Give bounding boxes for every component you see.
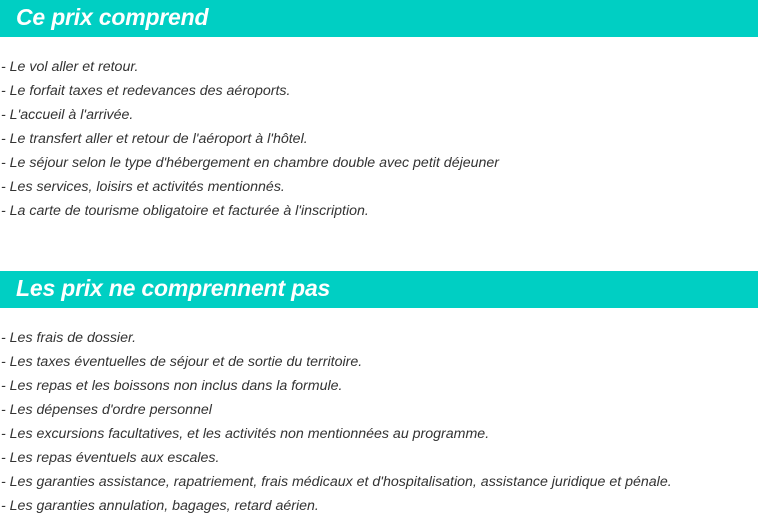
excluded-title: Les prix ne comprennent pas: [16, 275, 331, 301]
excluded-item-5: - Les excursions facultatives, et les activités non mentionnées au programme.: [1, 426, 490, 442]
included-item-3: - L'accueil à l'arrivée.: [1, 107, 134, 123]
excluded-section: [0, 271, 758, 518]
excluded-header-banner: [0, 271, 758, 308]
included-item-6: - Les services, loisirs et activités mentionnés.: [1, 179, 285, 195]
excluded-item-1: - Les frais de dossier.: [1, 330, 137, 346]
included-section: [0, 0, 758, 223]
included-item-4: - Le transfert aller et retour de l'aéroport à l'hôtel.: [1, 131, 308, 147]
included-item-5: - Le séjour selon le type d'hébergement en chambre double avec petit déjeuner: [1, 155, 500, 171]
included-title: Ce prix comprend: [16, 4, 209, 30]
excluded-list: [0, 326, 758, 518]
excluded-item-8: - Les garanties annulation, bagages, retard aérien.: [1, 498, 319, 514]
excluded-item-4: - Les dépenses d'ordre personnel: [1, 402, 212, 418]
excluded-item-2: - Les taxes éventuelles de séjour et de sortie du territoire.: [1, 354, 363, 370]
included-list: [0, 55, 758, 223]
included-header-banner: [0, 0, 758, 37]
excluded-item-6: - Les repas éventuels aux escales.: [1, 450, 220, 466]
included-item-7: - La carte de tourisme obligatoire et facturée à l'inscription.: [1, 203, 369, 219]
excluded-item-7: - Les garanties assistance, rapatriement, frais médicaux et d'hospitalisation, assistance juridique et pénale.: [1, 474, 672, 490]
included-item-2: - Le forfait taxes et redevances des aéroports.: [1, 83, 291, 99]
excluded-item-3: - Les repas et les boissons non inclus dans la formule.: [1, 378, 343, 394]
included-item-1: - Le vol aller et retour.: [1, 59, 139, 75]
